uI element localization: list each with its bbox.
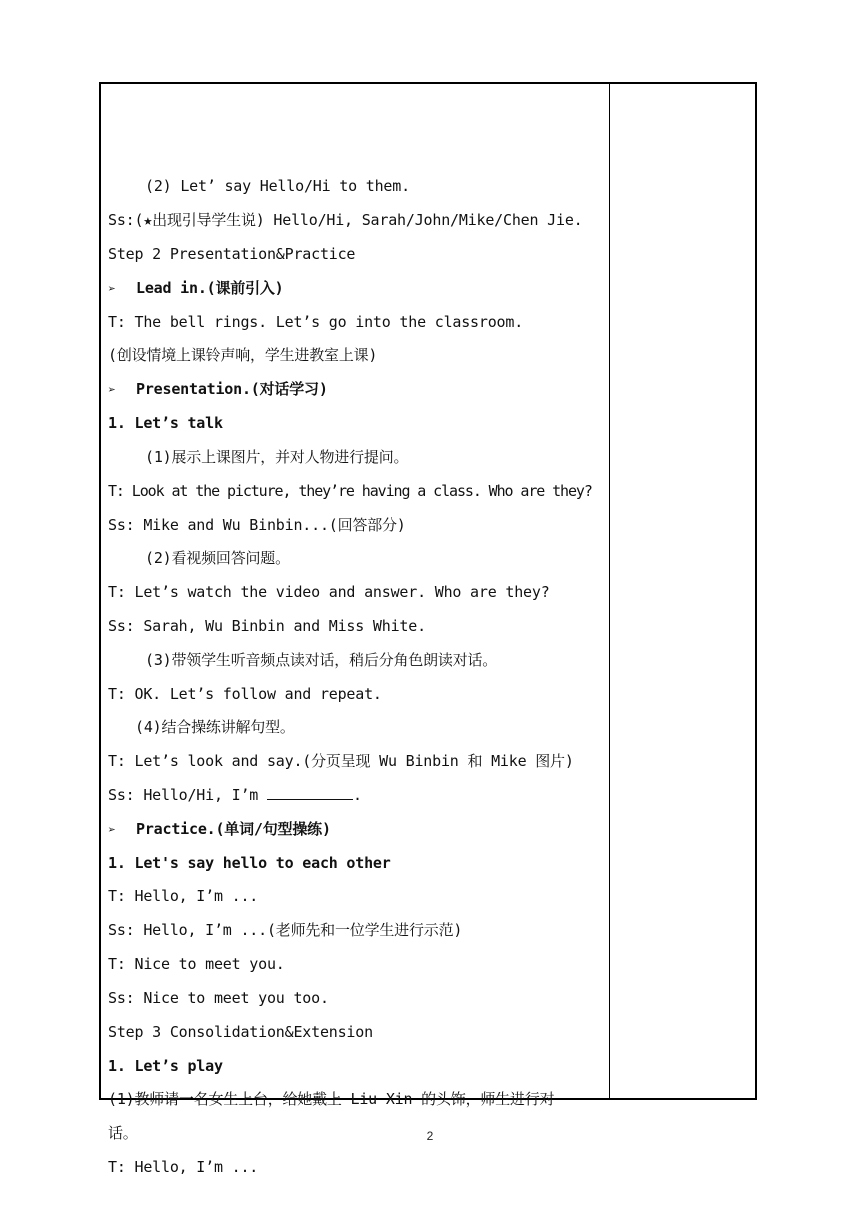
arrow-bullet-icon: ➢ <box>108 282 116 297</box>
text-line: Ss: Sarah, Wu Binbin and Miss White. <box>108 617 426 635</box>
step-heading: Step 2 Presentation&Practice <box>108 245 356 263</box>
column-divider <box>609 84 610 1098</box>
text-line: T: The bell rings. Let’s go into the classroom. <box>108 313 524 331</box>
section-heading-text: Presentation.(对话学习) <box>136 380 328 398</box>
subheading: 1. Let’s talk <box>108 414 223 432</box>
text-segment: Ss: Hello/Hi, I’m <box>108 786 259 804</box>
step-heading: Step 3 Consolidation&Extension <box>108 1023 373 1041</box>
section-heading-text: Lead in.(课前引入) <box>136 279 284 297</box>
content-cell <box>101 84 607 1176</box>
text-line-with-blank <box>108 786 362 804</box>
arrow-bullet-icon: ➢ <box>108 383 116 398</box>
text-line: T: Let’s look and say.(分页呈现 Wu Binbin 和 Mike 图片) <box>108 752 574 770</box>
text-line: T: OK. Let’s follow and repeat. <box>108 685 382 703</box>
subheading: 1. Let’s play <box>108 1057 223 1075</box>
fill-in-blank <box>267 786 353 800</box>
text-line: T: Let’s watch the video and answer. Who are they? <box>108 583 550 601</box>
text-line: (2) Let’ say Hello/Hi to them. <box>145 177 410 195</box>
section-heading-text: Practice.(单词/句型操练) <box>136 820 331 838</box>
text-line: (4)结合操练讲解句型。 <box>135 718 295 736</box>
page-number: 2 <box>426 1129 434 1143</box>
text-segment: . <box>352 786 362 804</box>
text-line: T: Hello, I’m ... <box>108 1158 259 1176</box>
section-heading-lead-in <box>108 279 284 299</box>
text-line: (2)看视频回答问题。 <box>145 549 290 567</box>
text-line: Ss: Hello, I’m ...(老师先和一位学生进行示范) <box>108 921 463 939</box>
section-heading-practice <box>108 820 331 840</box>
text-line: Ss: Mike and Wu Binbin...(回答部分) <box>108 516 406 534</box>
text-line: T: Look at the picture, they’re having a class. Who are they? <box>108 482 592 500</box>
subheading: 1. Let's say hello to each other <box>108 854 391 872</box>
arrow-bullet-icon: ➢ <box>108 823 116 838</box>
text-line: Ss: Nice to meet you too. <box>108 989 329 1007</box>
lesson-plan-table <box>99 82 757 1176</box>
text-line: (3)带领学生听音频点读对话，稍后分角色朗读对话。 <box>145 651 498 669</box>
text-line: T: Hello, I’m ... <box>108 887 259 905</box>
text-line: Ss:(★出现引导学生说) Hello/Hi, Sarah/John/Mike/Chen Jie. <box>108 211 583 229</box>
section-heading-presentation <box>108 380 328 400</box>
text-line: (创设情境上课铃声响，学生进教室上课) <box>108 346 378 364</box>
text-line: (1)教师请一名女生上台，给她戴上 Liu Xin 的头饰，师生进行对 <box>108 1090 555 1108</box>
text-line: 话。 <box>108 1124 138 1142</box>
text-line: (1)展示上课图片，并对人物进行提问。 <box>145 448 409 466</box>
text-line: T: Nice to meet you. <box>108 955 285 973</box>
